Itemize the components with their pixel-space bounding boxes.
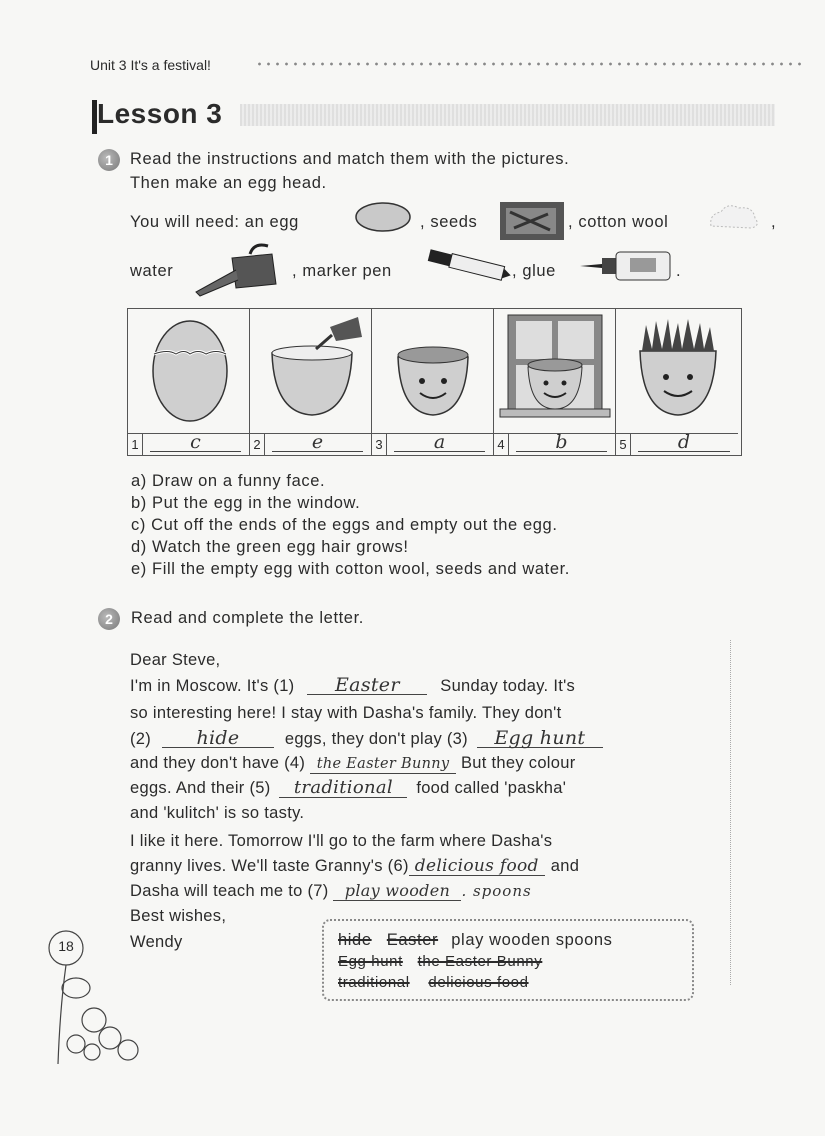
picture-cell-5: [616, 309, 738, 455]
answer-5: traditional: [279, 779, 407, 798]
pictures-table: [127, 308, 742, 456]
word-hide: hide: [338, 931, 372, 949]
letter-line-3: so interesting here! I stay with Dasha's family. They don't: [130, 704, 562, 722]
picture-cell-2: [250, 309, 372, 455]
seeds-label: , seeds: [420, 213, 478, 231]
word-traditional: traditional: [338, 974, 410, 991]
seeds-icon: [498, 200, 566, 242]
picture-answer: c: [190, 431, 201, 453]
instruction-a: a) Draw on a funny face.: [131, 472, 326, 490]
glue-dot: .: [676, 262, 682, 280]
letter-greeting: Dear Steve,: [130, 651, 221, 669]
egg-window-icon: [494, 309, 615, 433]
answer-row-1: [128, 433, 249, 456]
instruction-d: d) Watch the green egg hair grows!: [131, 538, 409, 556]
picture-number: 4: [494, 434, 509, 455]
picture-cell-3: [372, 309, 494, 455]
task1-number: 1: [98, 149, 120, 171]
unit-title: Unit 3 It's a festival!: [90, 57, 211, 73]
egg-icon: [354, 200, 414, 236]
egg-face-icon: [372, 309, 493, 433]
marker-label: , marker pen: [292, 262, 392, 280]
word-play-wooden-spoons: play wooden spoons: [451, 931, 613, 949]
letter-line-10: Dasha will teach me to (7) play wooden . spoons: [130, 881, 532, 900]
water-label: water: [130, 262, 174, 280]
word-easter-bunny: the Easter Bunny: [417, 953, 543, 970]
page-number: 18: [58, 938, 74, 954]
fill-egg-icon: [250, 309, 371, 433]
answer-row-2: [250, 433, 371, 456]
picture-number: 1: [128, 434, 143, 455]
word-box-row-2: [338, 953, 542, 970]
picture-answer: d: [677, 431, 691, 453]
picture-cell-4: [494, 309, 616, 455]
task1-instruction-2: Then make an egg head.: [130, 174, 327, 192]
picture-number: 2: [250, 434, 265, 455]
word-egg-hunt: Egg hunt: [338, 953, 403, 970]
answer-3: Egg hunt: [477, 729, 603, 748]
letter-line-9: granny lives. We'll taste Granny's (6) delicious food and: [130, 856, 580, 876]
lesson-band: [240, 104, 775, 126]
letter-line-4: (2) hide eggs, they don't play (3) Egg hunt: [130, 729, 603, 749]
task1-instruction-1: Read the instructions and match them with the pictures.: [130, 150, 570, 168]
letter-closing: Best wishes,: [130, 907, 227, 925]
answer-6: delicious food: [409, 857, 545, 876]
letter-line-6: eggs. And their (5) traditional food called 'paskha': [130, 777, 567, 798]
cotton-comma: ,: [771, 213, 777, 231]
cut-egg-icon: [128, 309, 249, 433]
answer-7-extra: . spoons: [461, 882, 532, 900]
picture-answer: b: [555, 431, 568, 453]
answer-1: Easter: [307, 676, 427, 695]
letter-line-8: I like it here. Tomorrow I'll go to the farm where Dasha's: [130, 832, 553, 850]
lesson-title: Lesson 3: [97, 98, 223, 129]
answer-4: the Easter Bunny: [310, 755, 456, 774]
picture-number: 3: [372, 434, 387, 455]
egg-hair-icon: [616, 309, 740, 433]
letter-signature: Wendy: [130, 933, 183, 951]
word-delicious-food: delicious food: [428, 974, 529, 991]
header-dots: [255, 61, 805, 67]
cotton-wool-icon: [705, 200, 763, 234]
answer-row-5: [616, 433, 738, 456]
picture-answer: e: [311, 431, 324, 453]
word-easter: Easter: [386, 931, 439, 949]
marker-pen-icon: [424, 248, 514, 282]
task2-instruction: Read and complete the letter.: [131, 609, 364, 627]
glue-icon: [578, 246, 674, 282]
answer-row-3: [372, 433, 493, 456]
letter-line-7: and 'kulitch' is so tasty.: [130, 804, 305, 822]
need-label: You will need: an egg: [130, 213, 299, 231]
letter-line-5: and they don't have (4) the Easter Bunny But they colour: [130, 754, 576, 772]
cotton-label: , cotton wool: [568, 213, 669, 231]
picture-number: 5: [616, 434, 631, 455]
instruction-e: e) Fill the empty egg with cotton wool, seeds and water.: [131, 560, 570, 578]
glue-label: , glue: [512, 262, 556, 280]
answer-2: hide: [162, 729, 274, 748]
answer-7: play wooden: [333, 882, 461, 901]
task2-number: 2: [98, 608, 120, 630]
watering-can-icon: [192, 240, 284, 298]
picture-cell-1: [128, 309, 250, 455]
word-box-row-1: [338, 931, 613, 950]
instruction-b: b) Put the egg in the window.: [131, 494, 361, 512]
word-box-row-3: [338, 974, 529, 991]
picture-answer: a: [433, 431, 446, 453]
instruction-c: c) Cut off the ends of the eggs and empty out the egg.: [131, 516, 558, 534]
letter-line-2: I'm in Moscow. It's (1) Easter Sunday today. It's: [130, 674, 576, 696]
answer-row-4: [494, 433, 615, 456]
